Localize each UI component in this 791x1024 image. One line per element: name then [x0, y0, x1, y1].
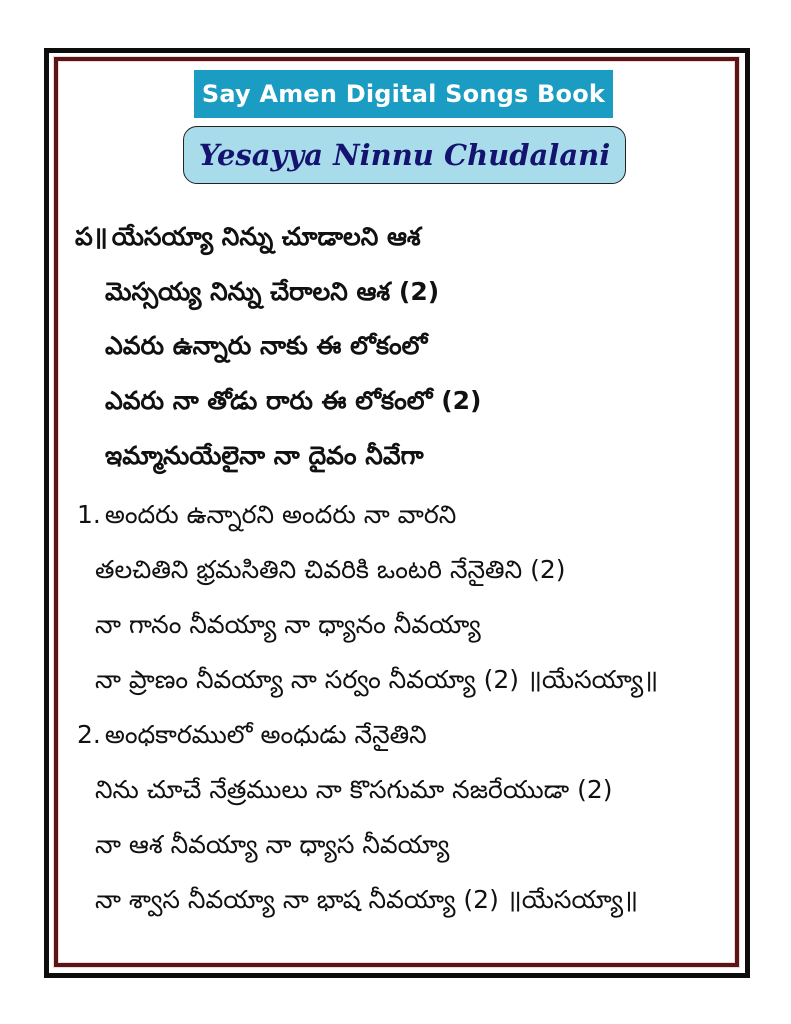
song-title: Yesayya Ninnu Chudalani	[183, 126, 626, 184]
verse-1-line-3: నా గానం నీవయ్యా నా ధ్యానం నీవయ్యా	[95, 610, 481, 639]
verse-2-line-1	[77, 715, 427, 755]
chorus-line-text: యేసయ్యా నిన్ను చూడాలని ఆశ	[111, 222, 421, 251]
verse-1-line-2: తలచితిని భ్రమసితిని చివరికి ఒంటరి నేనైతిని (2)	[95, 555, 566, 584]
chorus-line-2: మెస్సయ్య నిన్ను చేరాలని ఆశ (2)	[105, 277, 440, 306]
book-title-banner: Say Amen Digital Songs Book	[194, 70, 613, 118]
verse-2-line-3: నా ఆశ నీవయ్యా నా ధ్యాస నీవయ్యా	[95, 830, 450, 859]
verse-1-line-1	[77, 495, 456, 535]
verse-2-line-2: నిను చూచే నేత్రములు నా కొసగుమా నజరేయుడా (2)	[95, 775, 613, 804]
chorus-line-4: ఎవరు నా తోడు రారు ఈ లోకంలో (2)	[105, 386, 482, 415]
verse-number: 1.	[77, 500, 101, 529]
verse-1-line-4: నా ప్రాణం నీవయ్యా నా సర్వం నీవయ్యా (2) ॥యేసయ్యా॥	[95, 665, 659, 694]
verse-number: 2.	[77, 720, 101, 749]
verse-line-text: అంధకారములో అంధుడు నేనైతిని	[104, 720, 427, 749]
chorus-marker: ప॥	[75, 222, 108, 251]
verse-2-line-4: నా శ్వాస నీవయ్యా నా భాష నీవయ్యా (2) ॥యేసయ్యా॥	[95, 885, 639, 914]
chorus-line-1	[75, 217, 421, 257]
chorus-line-3: ఎవరు ఉన్నారు నాకు ఈ లోకంలో	[105, 331, 428, 360]
chorus-line-5: ఇమ్మానుయేలైనా నా దైవం నీవేగా	[105, 441, 424, 470]
verse-line-text: అందరు ఉన్నారని అందరు నా వారని	[104, 500, 457, 529]
